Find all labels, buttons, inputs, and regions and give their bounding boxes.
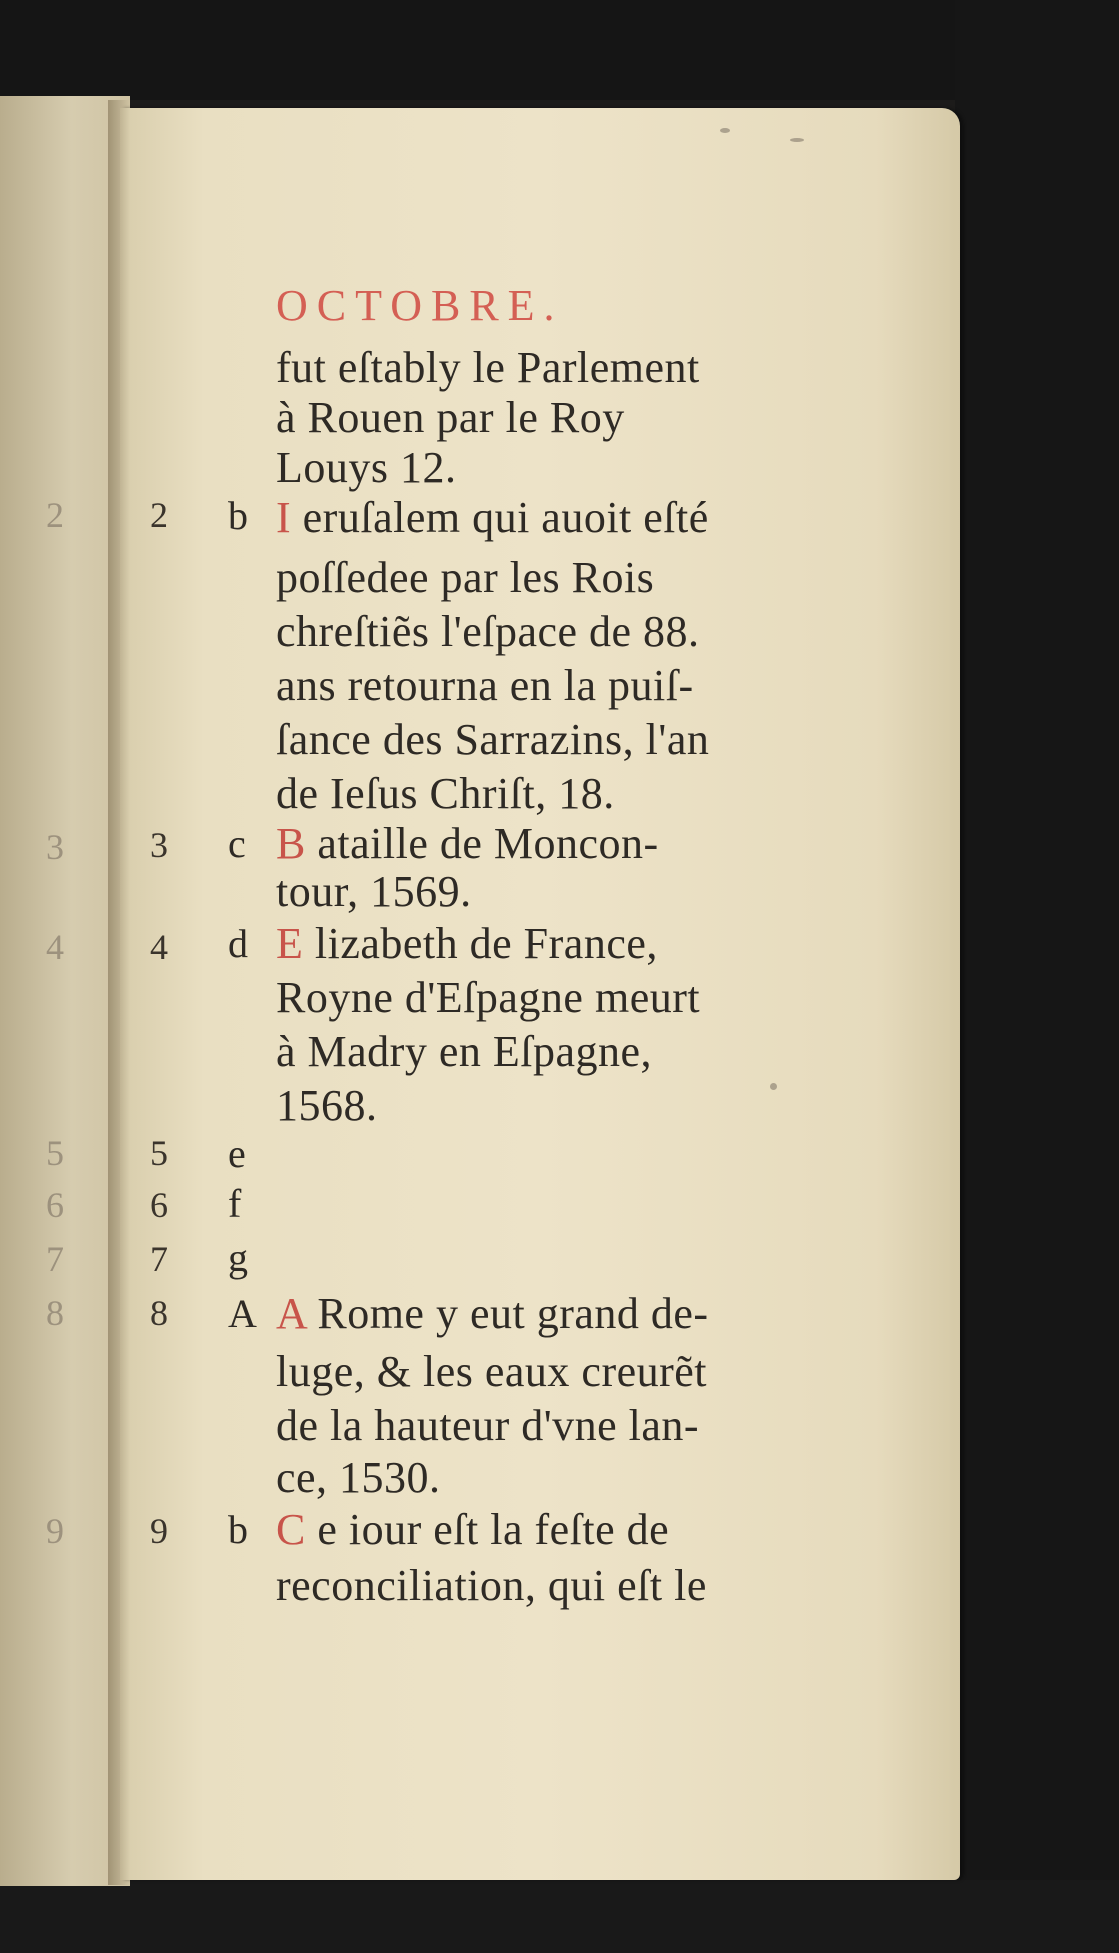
entry-line: I eruſalem qui auoit eſté xyxy=(276,493,709,542)
rubric-initial: B xyxy=(276,819,306,868)
day-number: 9 xyxy=(150,1511,168,1551)
dominical-letter: A xyxy=(228,1291,257,1336)
rubric-initial: E xyxy=(276,919,304,968)
ink-speck xyxy=(770,1083,777,1090)
bleed-through-number: 8 xyxy=(46,1293,64,1333)
dominical-letter: d xyxy=(228,921,248,966)
month-title: OCTOBRE. xyxy=(276,281,564,330)
dominical-letter: c xyxy=(228,821,246,866)
day-number: 2 xyxy=(150,495,168,535)
day-number: 7 xyxy=(150,1239,168,1279)
day-number: 8 xyxy=(150,1293,168,1333)
continuation-line: à Rouen par le Roy xyxy=(276,393,625,442)
entry-line: tour, 1569. xyxy=(276,867,472,916)
entry-line: ans retourna en la puiſ- xyxy=(276,661,694,710)
scan-background-top xyxy=(0,0,1119,100)
scan-background-bottom xyxy=(0,1880,1119,1953)
entry-line: reconciliation, qui eſt le xyxy=(276,1561,707,1610)
rubric-initial: I xyxy=(276,493,292,542)
rubric-initial: A xyxy=(276,1289,306,1338)
ink-speck xyxy=(790,138,804,142)
dominical-letter: f xyxy=(228,1181,242,1226)
bleed-through-number: 3 xyxy=(46,827,64,867)
continuation-line: Louys 12. xyxy=(276,443,457,492)
entry-line: Royne d'Eſpagne meurt xyxy=(276,973,701,1022)
entry-line: de Ieſus Chriſt, 18. xyxy=(276,769,615,818)
bleed-through-number: 5 xyxy=(46,1133,64,1173)
dominical-letter: b xyxy=(228,493,248,538)
scan-background-right xyxy=(955,0,1119,1953)
day-number: 6 xyxy=(150,1185,168,1225)
entry-line: à Madry en Eſpagne, xyxy=(276,1027,653,1076)
rubric-initial: C xyxy=(276,1505,306,1554)
bleed-through-number: 4 xyxy=(46,927,64,967)
entry-line: poſſedee par les Rois xyxy=(276,553,655,602)
entry-line: E lizabeth de France, xyxy=(276,919,658,968)
entry-line: ſance des Sarrazins, l'an xyxy=(276,715,710,764)
bleed-through-number: 2 xyxy=(46,495,64,535)
entry-line: 1568. xyxy=(276,1081,378,1130)
entry-line: de la hauteur d'vne lan- xyxy=(276,1401,700,1450)
continuation-line: fut eſtably le Parlement xyxy=(276,343,700,392)
dominical-letter: e xyxy=(228,1131,246,1176)
bleed-through-number: 7 xyxy=(46,1239,64,1279)
day-number: 3 xyxy=(150,825,168,865)
day-number: 5 xyxy=(150,1133,168,1173)
gutter-shadow xyxy=(108,100,130,1885)
dominical-letter: g xyxy=(228,1235,248,1280)
day-number: 4 xyxy=(150,927,168,967)
entry-line: B ataille de Moncon- xyxy=(276,819,659,868)
bleed-through-number: 9 xyxy=(46,1511,64,1551)
bleed-through-number: 6 xyxy=(46,1185,64,1225)
entry-line: A Rome y eut grand de- xyxy=(276,1289,709,1338)
dominical-letter: b xyxy=(228,1507,248,1552)
ink-speck xyxy=(720,128,730,133)
entry-line: C e iour eſt la feſte de xyxy=(276,1505,670,1554)
entry-line: chreſtiẽs l'eſpace de 88. xyxy=(276,607,700,656)
entry-line: ce, 1530. xyxy=(276,1453,441,1502)
entry-line: luge, & les eaux creurẽt xyxy=(276,1347,708,1396)
